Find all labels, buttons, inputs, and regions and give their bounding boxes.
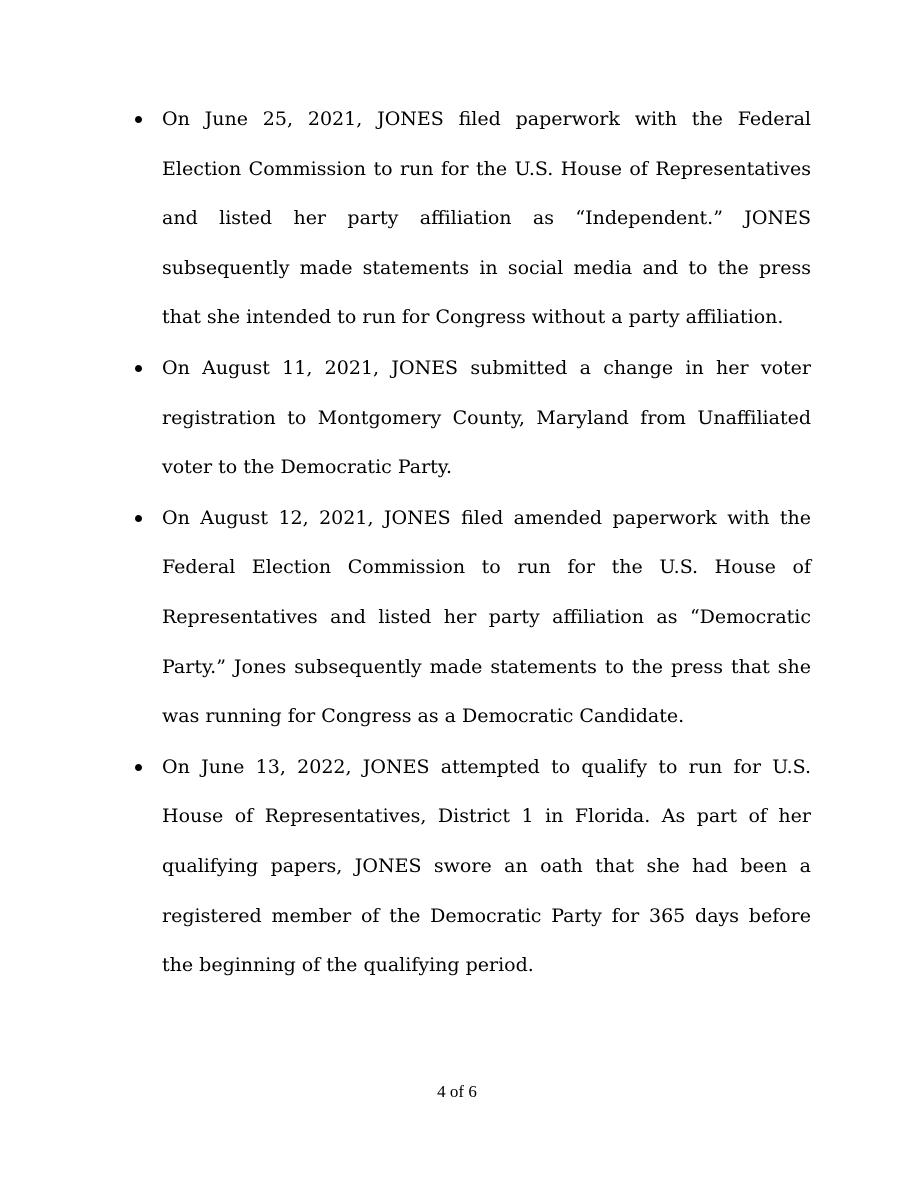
bullet-dot-icon <box>135 365 142 372</box>
bullet-text: On August 11, 2021, JONES submitted a change in her voter registration to Montgomery County, Maryland from Unaffiliated voter to the Democratic Party. <box>162 356 811 479</box>
bullet-item <box>135 95 811 343</box>
bullet-item <box>135 344 811 493</box>
bullet-dot-icon <box>135 116 142 123</box>
bullet-dot-icon <box>135 764 142 771</box>
bullet-item <box>135 743 811 991</box>
bullet-list <box>135 95 811 992</box>
bullet-dot-icon <box>135 515 142 522</box>
bullet-text: On June 25, 2021, JONES filed paperwork with the Federal Election Commission to run for the U.S. House of Representatives and listed her party affiliation as “Independent.” JONES subsequently made statements in social media and to the press that she intended to run for Congress without a party affiliation. <box>162 108 811 329</box>
page-number: 4 of 6 <box>437 1082 477 1101</box>
bullet-text: On August 12, 2021, JONES filed amended paperwork with the Federal Election Commission to run for the U.S. House of Representatives and listed her party affiliation as “Democratic Party.” Jones subsequently made statements to the press that she was running for Congress as a Democratic Candidate. <box>162 506 811 728</box>
bullet-item <box>135 494 811 742</box>
bullet-text: On June 13, 2022, JONES attempted to qualify to run for U.S. House of Representatives, District 1 in Florida. As part of her qualifying papers, JONES swore an oath that she had been a registered member of the Democratic Party for 365 days before the beginning of the qualifying period. <box>162 755 811 977</box>
